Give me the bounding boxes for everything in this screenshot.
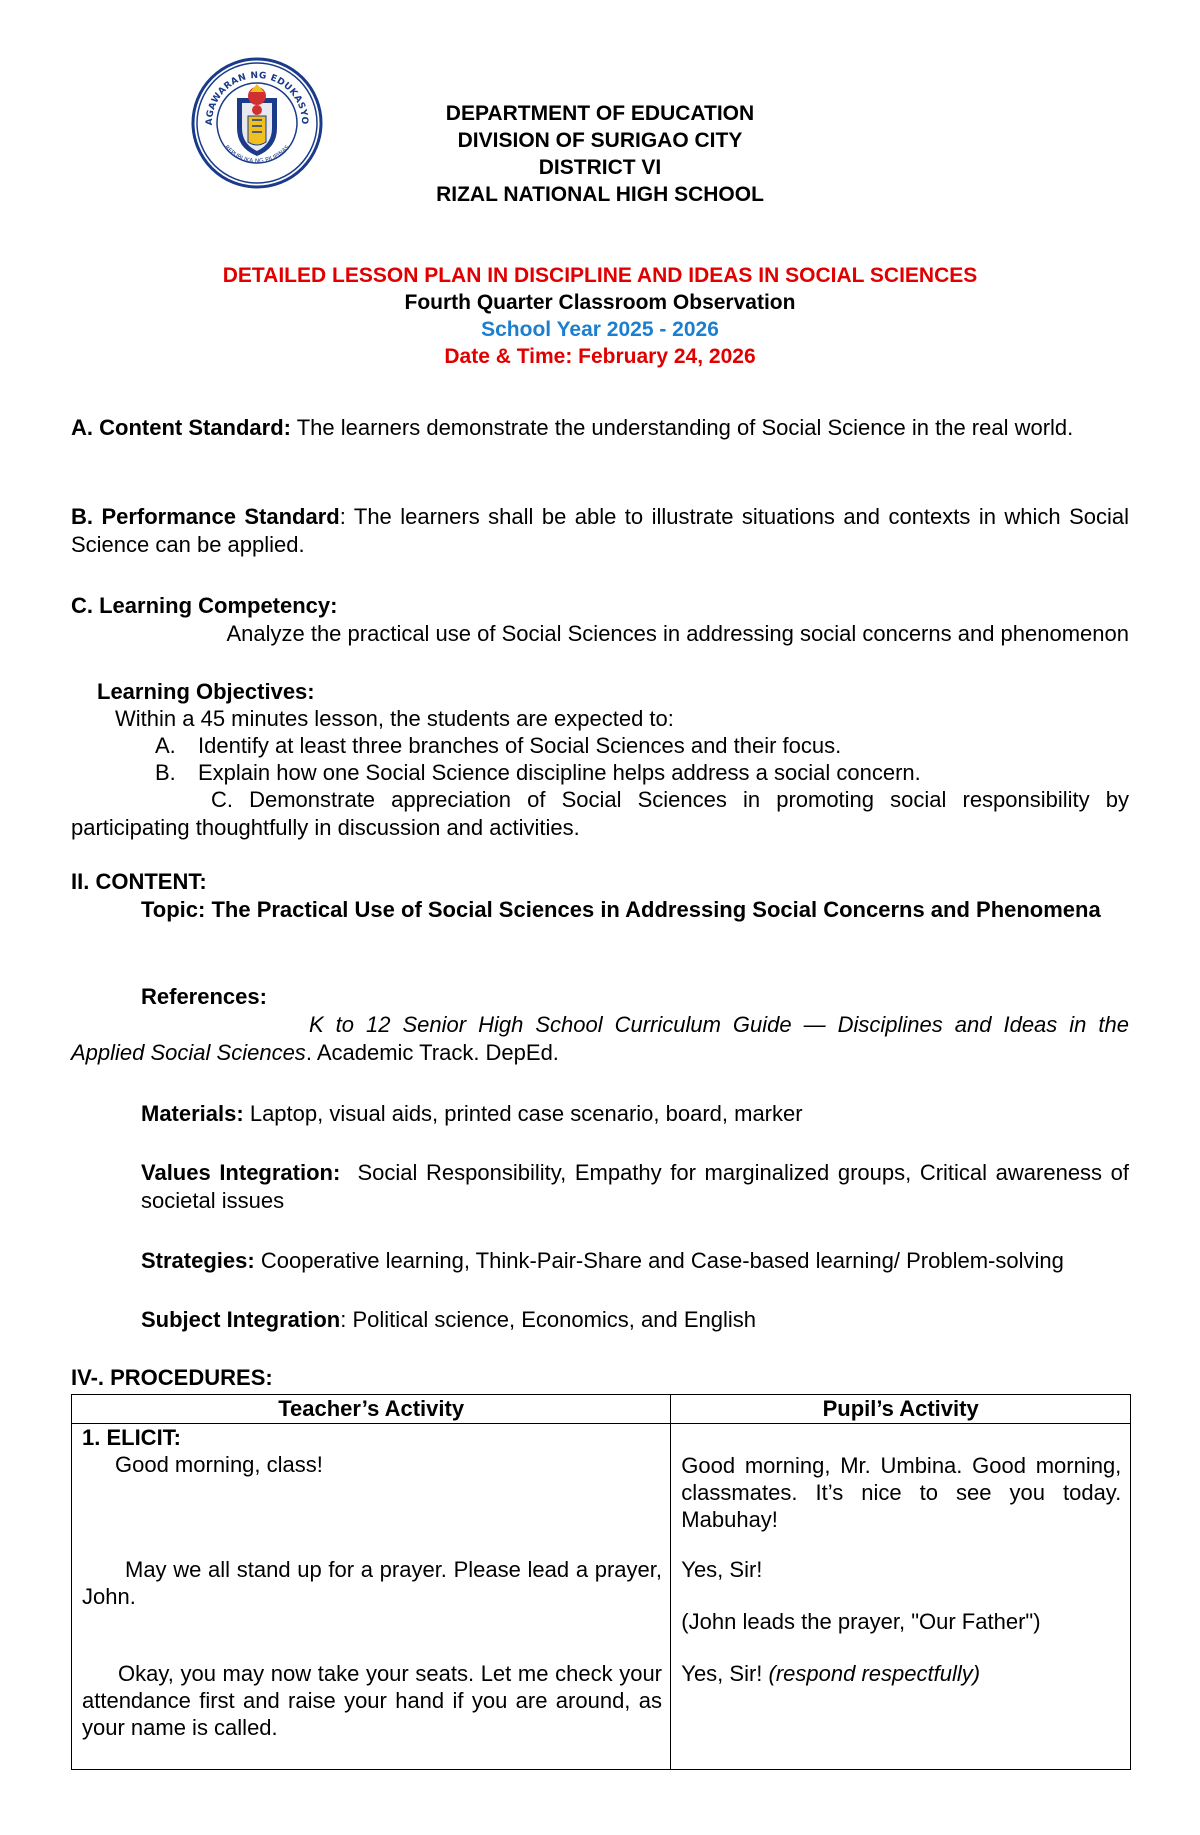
pupil-response-plain: Yes, Sir! xyxy=(681,1661,769,1686)
pupil-activity-header: Pupil’s Activity xyxy=(671,1395,1131,1424)
performance-standard-text: : The learners shall be able to illustrate situations and contexts in which Social Science can be applied. xyxy=(71,504,1129,557)
department-name: DEPARTMENT OF EDUCATION xyxy=(445,102,755,125)
subject-text: : Political science, Economics, and English xyxy=(340,1307,757,1332)
learning-competency-label: C. Learning Competency: xyxy=(71,593,338,618)
values-text: Social Responsibility, Empathy for marginalized groups, Critical awareness of societal issues xyxy=(141,1160,1136,1213)
teacher-prayer: May we all stand up for a prayer. Please lead a prayer, John. xyxy=(82,1557,662,1609)
pupil-attendance-response xyxy=(681,1660,980,1687)
performance-standard xyxy=(71,503,1129,559)
materials-text: Laptop, visual aids, printed case scenario, board, marker xyxy=(243,1101,803,1126)
procedures-label: IV-. PROCEDURES: xyxy=(71,1365,273,1390)
strategies xyxy=(141,1247,1064,1275)
teacher-activity-cell xyxy=(72,1424,671,1770)
objective-b-marker: B. xyxy=(155,760,176,785)
subtitle: Fourth Quarter Classroom Observation xyxy=(404,291,796,314)
elicit-label: 1. ELICIT: xyxy=(82,1425,182,1450)
school-name: RIZAL NATIONAL HIGH SCHOOL xyxy=(436,183,764,206)
subject-label: Subject Integration xyxy=(141,1307,341,1332)
teacher-attendance: Okay, you may now take your seats. Let me check your attendance first and raise your hand if you are around, as your name is called. xyxy=(82,1661,662,1740)
objective-c-text: C. Demonstrate appreciation of Social Sciences in promoting social responsibility by participating thoughtfully in discussion and activities. xyxy=(71,787,1129,840)
objective-b-text: Explain how one Social Science discipline helps address a social concern. xyxy=(198,760,921,785)
content-label: II. CONTENT: xyxy=(71,869,207,894)
objective-a-text: Identify at least three branches of Social Sciences and their focus. xyxy=(198,733,842,758)
teacher-activity-header: Teacher’s Activity xyxy=(72,1395,671,1424)
values-integration xyxy=(141,1159,1136,1215)
main-title: DETAILED LESSON PLAN IN DISCIPLINE AND IDEAS IN SOCIAL SCIENCES xyxy=(222,264,978,287)
pupil-response-italic: (respond respectfully) xyxy=(768,1661,981,1686)
content-standard-text: The learners demonstrate the understanding of Social Science in the real world. xyxy=(291,415,1074,440)
pupil-greeting: Good morning, Mr. Umbina. Good morning, classmates. It’s nice to see you today. Mabuhay! xyxy=(681,1453,1122,1532)
materials xyxy=(141,1100,803,1128)
content-standard-label: A. Content Standard: xyxy=(71,415,291,440)
references-rest: . Academic Track. DepEd. xyxy=(305,1040,559,1065)
table-header-row xyxy=(72,1395,1131,1424)
strategies-label: Strategies: xyxy=(141,1248,255,1273)
learning-objectives-label: Learning Objectives: xyxy=(97,679,315,704)
references-label: References: xyxy=(141,984,267,1009)
subject-integration xyxy=(141,1306,756,1334)
svg-text:KAGAWARAN NG EDUKASYON: AGAWARAN NG EDUKASYO xyxy=(204,70,310,126)
pupil-yes-sir: Yes, Sir! xyxy=(681,1557,763,1582)
pupil-activity-cell xyxy=(671,1424,1131,1770)
procedures-table xyxy=(71,1394,1131,1770)
pupil-prayer: (John leads the prayer, "Our Father") xyxy=(681,1609,1041,1634)
objective-a-marker: A. xyxy=(155,733,176,758)
references-text xyxy=(71,1011,1129,1067)
teacher-greeting: Good morning, class! xyxy=(115,1452,323,1477)
school-year: School Year 2025 - 2026 xyxy=(481,318,719,341)
date-time: Date & Time: February 24, 2026 xyxy=(444,345,756,368)
district-name: DISTRICT VI xyxy=(538,156,662,179)
svg-text:REPUBLIKA NG PILIPINAS: REPUBLIKA NG PILIPINAS xyxy=(222,144,292,165)
learning-competency-text: Analyze the practical use of Social Sciences in addressing social concerns and phenomenon xyxy=(226,621,1129,646)
strategies-text: Cooperative learning, Think-Pair-Share and Case-based learning/ Problem-solving xyxy=(254,1248,1064,1273)
lesson-plan-title xyxy=(0,262,1200,370)
table-row xyxy=(72,1424,1131,1770)
references-italic: K to 12 Senior High School Curriculum Guide — Disciplines and Ideas in the Applied Social Sciences xyxy=(71,1012,1129,1065)
division-name: DIVISION OF SURIGAO CITY xyxy=(457,129,743,152)
objectives-intro: Within a 45 minutes lesson, the students are expected to: xyxy=(115,706,674,731)
topic-label: Topic: The Practical Use of Social Sciences in Addressing Social Concerns and Phenomena xyxy=(141,897,1101,922)
materials-label: Materials: xyxy=(141,1101,244,1126)
school-header xyxy=(0,100,1200,208)
content-standard xyxy=(71,414,1129,442)
performance-standard-label: B. Performance Standard xyxy=(71,504,340,529)
values-label: Values Integration: xyxy=(141,1160,341,1185)
